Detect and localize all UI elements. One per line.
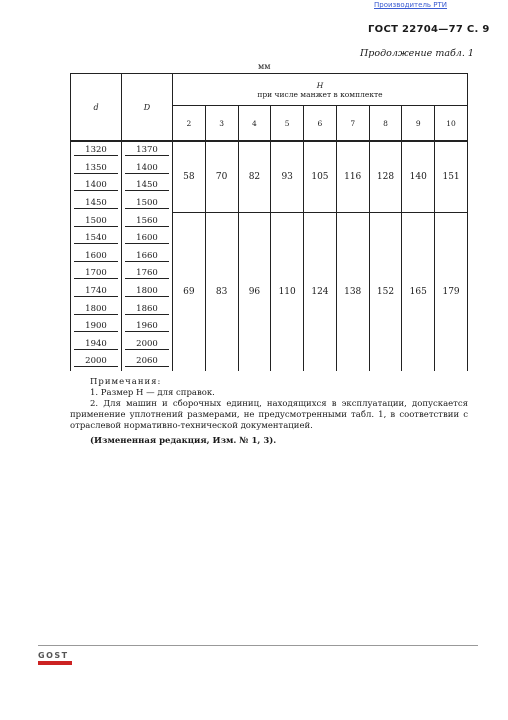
cell-d-value: 1320 [74,145,118,156]
cell-d-value: 1400 [74,180,118,191]
cell-d [71,248,122,266]
cell-D-value: 1960 [125,321,169,332]
standard-identifier: ГОСТ 22704—77 С. 9 [368,24,490,35]
cell-H-10: 179 [435,212,468,370]
cell-D-value: 1560 [125,216,169,227]
cell-d [71,141,122,160]
cell-D-value: 2000 [125,339,169,350]
cell-d-value: 1740 [74,286,118,297]
cell-d-value: 1540 [74,233,118,244]
cell-D [122,336,173,354]
cell-D-value: 1800 [125,286,169,297]
header-count-5: 5 [271,106,304,142]
cell-D-value: 1500 [125,198,169,209]
cell-H-3: 83 [205,212,238,370]
revision-note: (Измененная редакция, Изм. № 1, 3). [90,436,277,446]
cell-D [122,283,173,301]
header-count-9: 9 [402,106,435,142]
cell-d [71,336,122,354]
cell-d [71,230,122,248]
cell-H-4: 82 [238,141,271,212]
cell-D-value: 1370 [125,145,169,156]
header-H-symbol: H [316,80,324,90]
cell-d [71,177,122,195]
cell-d-value: 1500 [74,216,118,227]
header-d: d [71,74,122,142]
header-count-2: 2 [173,106,206,142]
header-count-7: 7 [336,106,369,142]
header-count-4: 4 [238,106,271,142]
cell-D [122,212,173,230]
cell-d [71,300,122,318]
cell-H-9: 165 [402,212,435,370]
cell-D-value: 1600 [125,233,169,244]
header-H-caption: при числе манжет в комплекте [257,89,383,99]
table-body [71,141,468,371]
cell-d-value: 1600 [74,251,118,262]
header-H [173,74,468,106]
cell-H-8: 152 [369,212,402,370]
cell-d-value: 1900 [74,321,118,332]
cell-H-4: 96 [238,212,271,370]
cell-D-value: 1660 [125,251,169,262]
cell-d-value: 1800 [74,304,118,315]
table-row [71,141,468,160]
cell-d [71,318,122,336]
note-1: 1. Размер H — для справок. [90,388,215,398]
cell-d [71,195,122,213]
notes-block [70,377,468,447]
cell-D [122,195,173,213]
table-row [71,212,468,230]
cell-D [122,230,173,248]
cell-D [122,177,173,195]
manufacturer-link[interactable]: Производитель РТИ [374,1,448,9]
cell-H-3: 70 [205,141,238,212]
cell-H-6: 124 [304,212,337,370]
cell-H-8: 128 [369,141,402,212]
cell-D-value: 1760 [125,268,169,279]
cell-D [122,141,173,160]
cell-H-9: 140 [402,141,435,212]
cell-H-2: 58 [173,141,206,212]
cell-D-value: 1860 [125,304,169,315]
table-continuation-label: Продолжение табл. 1 [360,48,474,59]
cell-H-7: 138 [336,212,369,370]
cell-d [71,160,122,178]
cell-H-6: 105 [304,141,337,212]
cell-d-value: 1350 [74,163,118,174]
header-count-8: 8 [369,106,402,142]
cell-D [122,248,173,266]
gost-logo-text: GOST [38,651,69,660]
notes-title: Примечания: [90,377,162,387]
cell-D [122,300,173,318]
cell-d [71,283,122,301]
cell-H-5: 93 [271,141,304,212]
dimensions-table [70,73,468,371]
gost-logo [38,652,72,668]
cell-d-value: 1940 [74,339,118,350]
cell-D-value: 1450 [125,180,169,191]
cell-D-value: 2060 [125,356,169,367]
cell-H-7: 116 [336,141,369,212]
cell-D [122,318,173,336]
cell-D [122,265,173,283]
cell-d-value: 2000 [74,356,118,367]
header-count-10: 10 [435,106,468,142]
units-label: мм [258,62,271,71]
header-count-3: 3 [205,106,238,142]
cell-H-2: 69 [173,212,206,370]
footer-divider [38,645,478,646]
cell-d-value: 1700 [74,268,118,279]
cell-H-5: 110 [271,212,304,370]
cell-d [71,353,122,371]
cell-D [122,353,173,371]
cell-d [71,212,122,230]
cell-H-10: 151 [435,141,468,212]
header-count-6: 6 [304,106,337,142]
cell-d-value: 1450 [74,198,118,209]
header-D: D [122,74,173,142]
cell-D [122,160,173,178]
note-2: 2. Для машин и сборочных единиц, находящихся в эксплуатации, допускается применение уплотнений размерами, не предусмотренными табл. 1, в соответствии с отраслевой нормативно-технической документацией. [70,399,468,431]
gost-logo-bar [38,661,72,665]
cell-d [71,265,122,283]
cell-D-value: 1400 [125,163,169,174]
